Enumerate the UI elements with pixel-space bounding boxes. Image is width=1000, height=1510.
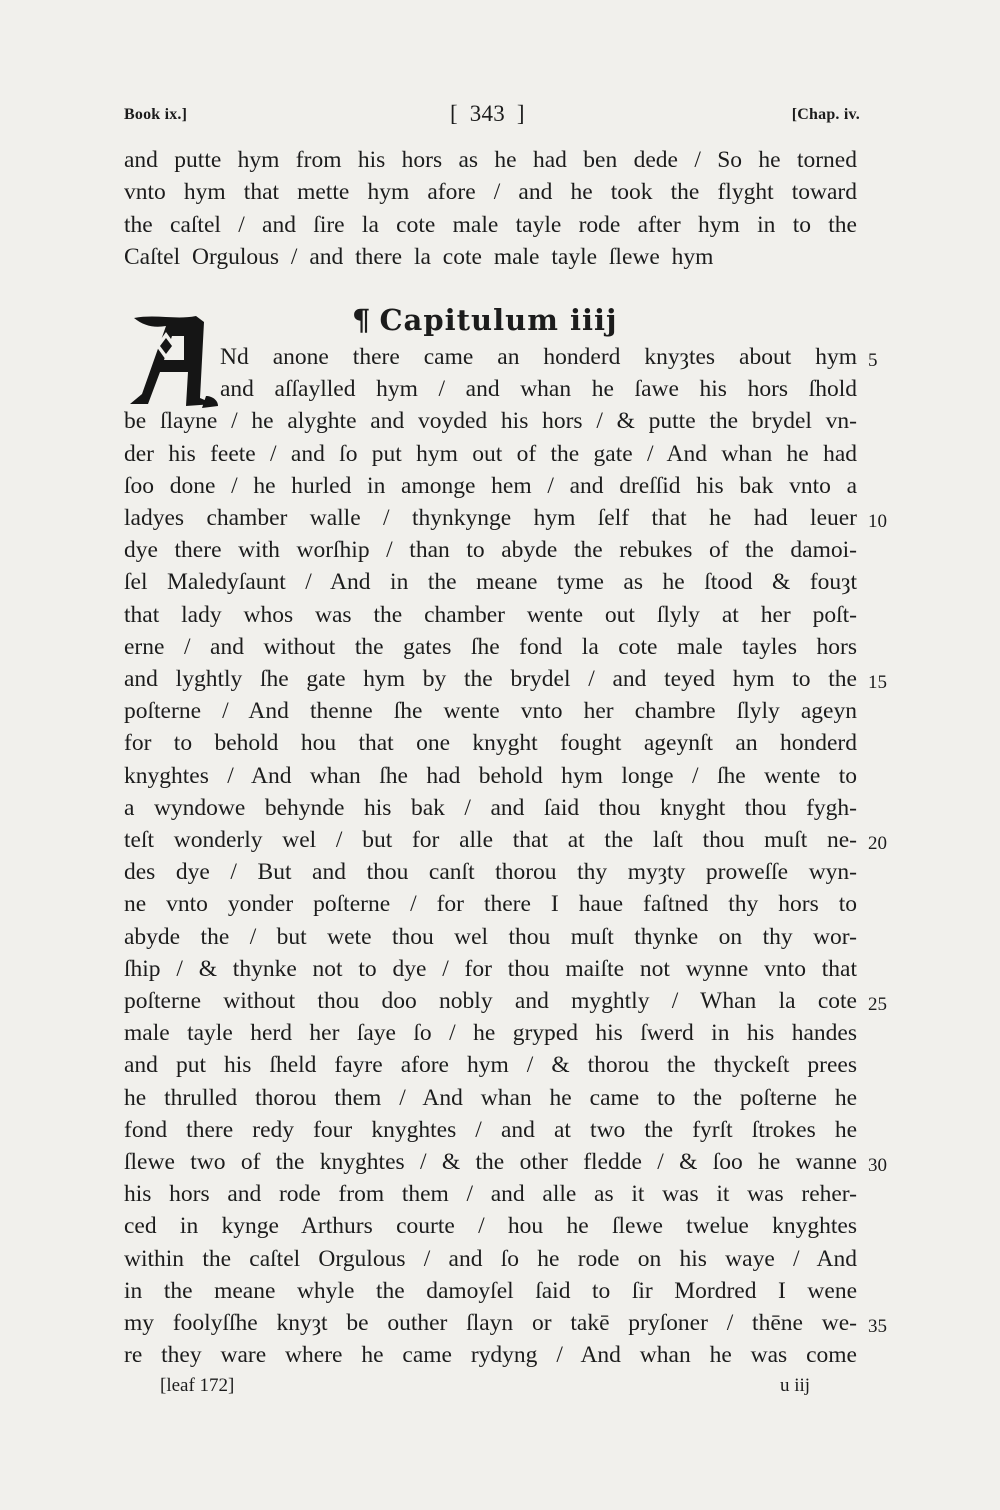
line-number: 25 xyxy=(868,994,887,1015)
text-line: and put his ſheld fayre afore hym / & thorou the thyckeſt prees xyxy=(124,1052,857,1079)
text-line: poſterne without thou doo nobly and myghtly / Whan la cote xyxy=(124,988,857,1014)
text-line: and aſſaylled hym / and whan he ſawe his hors ſhold xyxy=(220,376,857,403)
pilcrow-mark: ¶ xyxy=(352,303,372,337)
text-line: des dye / But and thou canſt thorou thy myȝty proweſſe wyn- xyxy=(124,859,857,886)
text-line: ne vnto yonder poſterne / for there I haue faſtned thy hors to xyxy=(124,891,857,918)
line-number: 10 xyxy=(868,511,887,532)
text-line: knyghtes / And whan ſhe had behold hym longe / ſhe wente to xyxy=(124,762,857,789)
line-number: 30 xyxy=(868,1155,887,1176)
illuminated-initial-A-icon xyxy=(126,312,220,410)
text-line: Caſtel Orgulous / and there la cote male tayle ſlewe hym xyxy=(124,243,714,270)
chapter-heading xyxy=(352,303,618,337)
text-line: he thrulled thorou them / And whan he came to the poſterne he xyxy=(124,1084,857,1111)
book-number: Book ix.] xyxy=(124,106,188,123)
page-number: [ 343 ] xyxy=(450,101,525,126)
text-line: ladyes chamber walle / thynkynge hym ſelf that he had leuer xyxy=(124,505,857,531)
text-line: ced in kynge Arthurs courte / hou he ſlewe twelue knyghtes xyxy=(124,1213,857,1240)
text-line: that lady whos was the chamber wente out ſlyly at her poſt- xyxy=(124,601,857,628)
text-line: be ſlayne / he alyghte and voyded his hors / & putte the brydel vn- xyxy=(124,408,857,435)
text-line: and putte hym from his hors as he had ben dede / So he torned xyxy=(124,147,857,173)
text-line: ſlewe two of the knyghtes / & the other fledde / & ſoo he wanne xyxy=(124,1149,857,1175)
text-line: vnto hym that mette hym afore / and he took the flyght toward xyxy=(124,179,857,206)
text-line: ſhip / & thynke not to dye / for thou maiſte not wynne vnto that xyxy=(124,955,857,982)
text-line: ſoo done / he hurled in amonge hem / and dreſſid his bak vnto a xyxy=(124,472,857,499)
text-line: dye there with worſhip / than to abyde the rebukes of the damoi- xyxy=(124,537,857,564)
text-line: a wyndowe behynde his bak / and ſaid thou knyght thou fygh- xyxy=(124,794,857,821)
text-line: ſel Maledyſaunt / And in the meane tyme as he ſtood & fouȝt xyxy=(124,569,857,596)
text-line: in the meane whyle the damoyſel ſaid to ſir Mordred I wene xyxy=(124,1277,857,1304)
text-line: Nd anone there came an honderd knyȝtes about hym xyxy=(220,344,857,370)
chapter-number: [Chap. iv. xyxy=(791,106,860,123)
line-number: 5 xyxy=(868,350,878,371)
line-number: 20 xyxy=(868,833,887,854)
text-line: his hors and rode from them / and alle as it was it was reher- xyxy=(124,1181,857,1208)
text-line: my foolyſſhe knyȝt be outher ſlayn or takē pryſoner / thēne we- xyxy=(124,1310,857,1336)
text-line: teſt wonderly wel / but for alle that at the laſt thou muſt ne- xyxy=(124,827,857,853)
text-line: and lyghtly ſhe gate hym by the brydel / and teyed hym to the xyxy=(124,666,857,692)
line-number: 35 xyxy=(868,1316,887,1337)
text-line: within the caſtel Orgulous / and ſo he rode on his waye / And xyxy=(124,1245,857,1272)
chapter-title: Capitulum iiij xyxy=(379,303,618,337)
quire-signature: u iij xyxy=(780,1375,811,1396)
line-number: 15 xyxy=(868,672,887,693)
text-line: the caſtel / and ſire la cote male tayle rode after hym in to the xyxy=(124,211,857,238)
leaf-signature: [leaf 172] xyxy=(160,1375,235,1396)
text-line: fond there redy four knyghtes / and at two the fyrſt ſtrokes he xyxy=(124,1116,857,1143)
text-line: for to behold hou that one knyght fought ageynſt an honderd xyxy=(124,730,857,757)
text-line: abyde the / but wete thou wel thou muſt thynke on thy wor- xyxy=(124,923,857,950)
text-line: poſterne / And thenne ſhe wente vnto her chambre ſlyly ageyn xyxy=(124,698,857,725)
text-line: male tayle herd her ſaye ſo / he gryped his ſwerd in his handes xyxy=(124,1020,857,1047)
text-line: erne / and without the gates ſhe fond la cote male tayles hors xyxy=(124,633,857,660)
text-line: re they ware where he came rydyng / And whan he was come xyxy=(124,1342,857,1369)
text-line: der his feete / and ſo put hym out of the gate / And whan he had xyxy=(124,440,857,467)
